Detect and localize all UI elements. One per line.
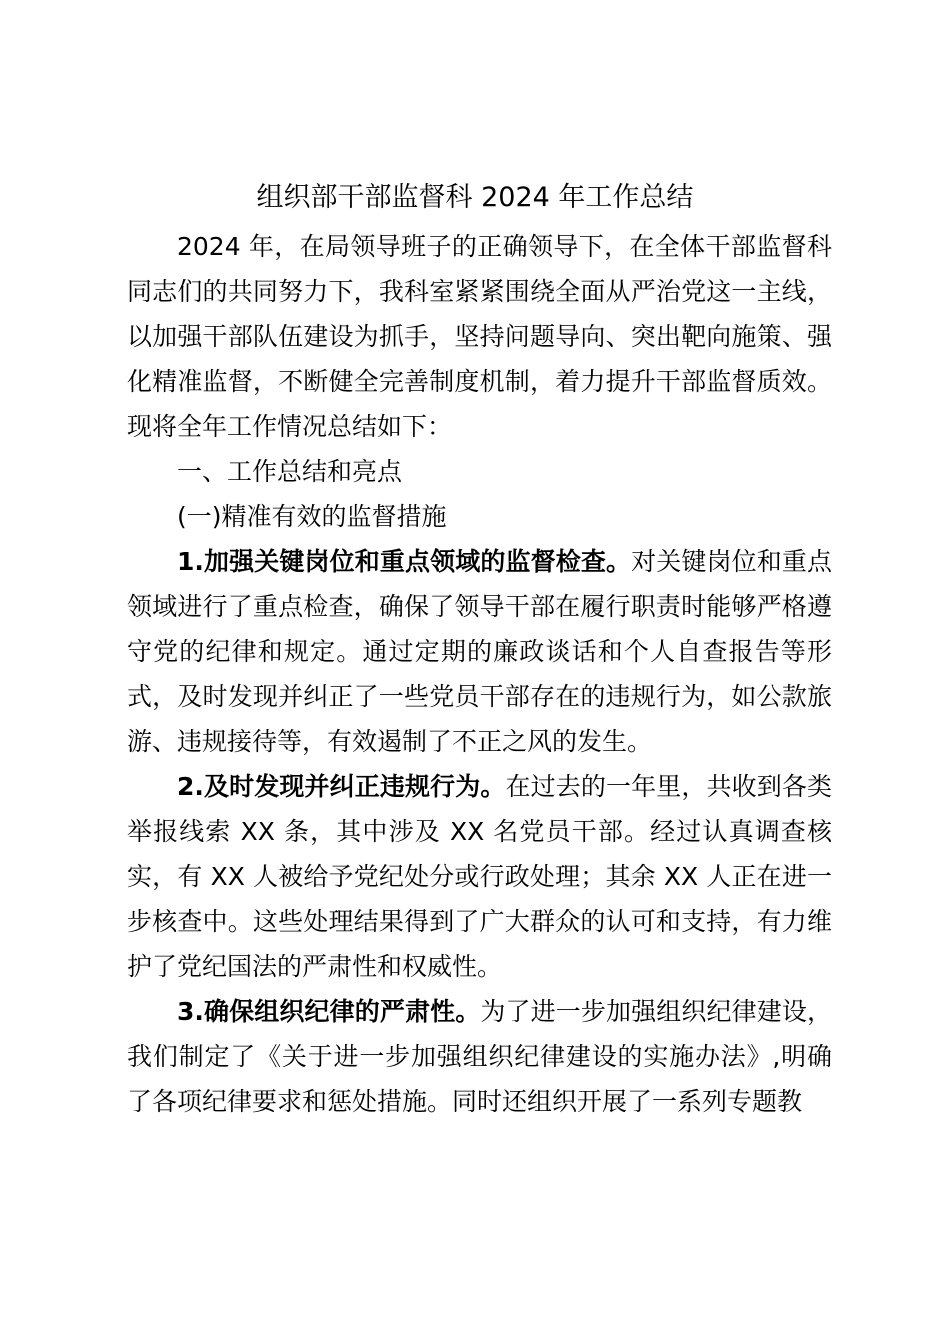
item-text-2: 在过去的一年里，共收到各类举报线索 XX 条，其中涉及 XX 名党员干部。经过认真调查核实，有 XX 人被给予党纪处分或行政处理；其余 XX 人正在进一步核查中。这些处理结果得到了广大群众的认可和支持，有力维护了党纪国法的严肃性和权威性。 <box>127 772 832 981</box>
subsection-heading: (一)精准有效的监督措施 <box>177 502 447 531</box>
section-heading: 一、工作总结和亮点 <box>177 457 403 486</box>
intro-paragraph: 2024 年，在局领导班子的正确领导下，在全体干部监督科同志们的共同努力下，我科室紧紧围绕全面从严治党这一主线，以加强干部队伍建设为抓手，坚持问题导向、突出靶向施策、强化精准监督，不断健全完善制度机制，着力提升干部监督质效。现将全年工作情况总结如下： <box>127 232 832 441</box>
item-paragraph-3 <box>127 989 832 1124</box>
item-paragraph-2 <box>127 764 832 989</box>
document-title: 组织部干部监督科 2024 年工作总结 <box>256 182 694 213</box>
item-lead-3: 3.确保组织纪律的严肃性。 <box>177 997 481 1026</box>
item-paragraph-1 <box>127 539 832 764</box>
item-lead-1: 1.加强关键岗位和重点领域的监督检查。 <box>177 547 632 576</box>
item-text-3: 为了进一步加强组织纪律建设，我们制定了《关于进一步加强组织纪律建设的实施办法》,明确了各项纪律要求和惩处措施。同时还组织开展了一系列专题教 <box>127 997 832 1116</box>
item-text-1: 对关键岗位和重点领域进行了重点检查，确保了领导干部在履行职责时能够严格遵守党的纪律和规定。通过定期的廉政谈话和个人自查报告等形式，及时发现并纠正了一些党员干部存在的违规行为，如公款旅游、违规接待等，有效遏制了不正之风的发生。 <box>127 547 832 756</box>
item-lead-2: 2.及时发现并纠正违规行为。 <box>177 772 506 801</box>
document-body <box>127 224 832 1124</box>
